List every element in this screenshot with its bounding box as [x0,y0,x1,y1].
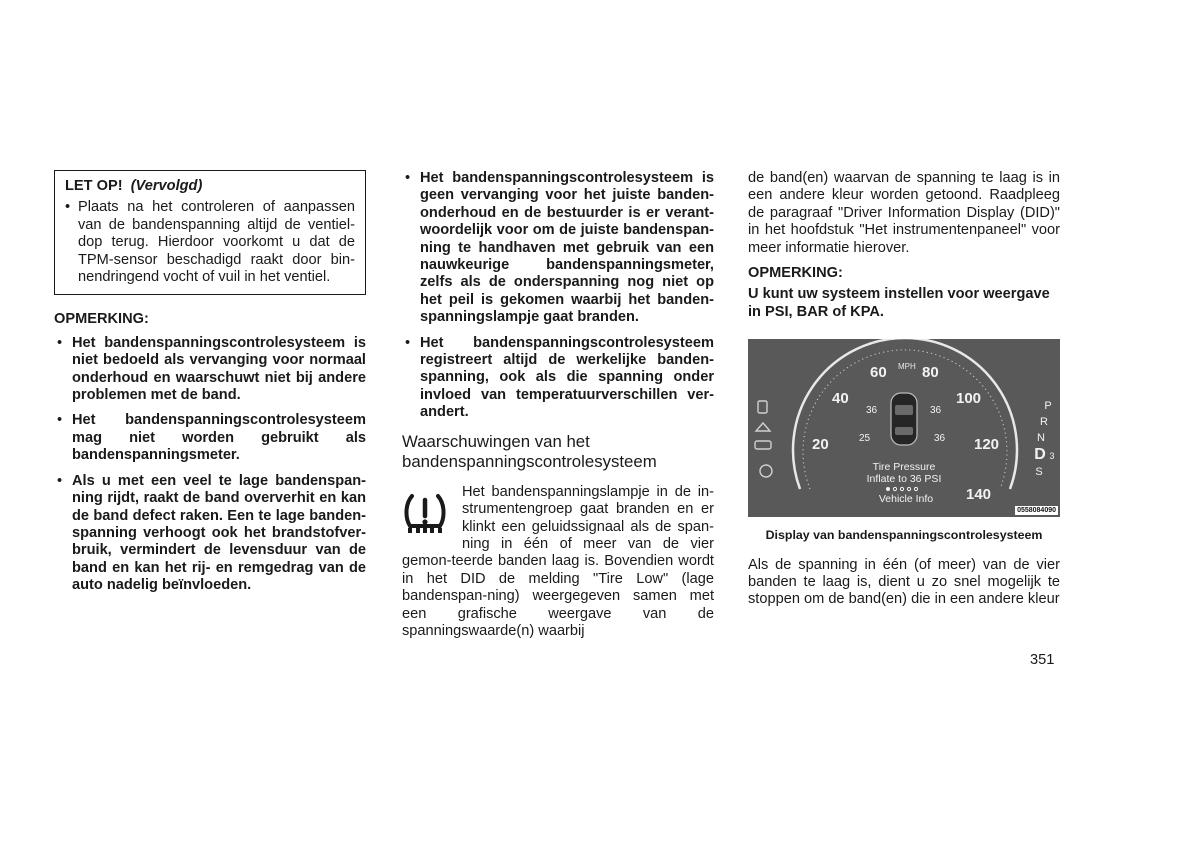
tire-pressure-rear-left: 25 [859,433,871,445]
figure-caption: Display van bandenspanningscontrolesysteem [765,528,1043,543]
warning-list [65,199,355,286]
note-heading: OPMERKING: [748,265,843,282]
gear-r: R [1040,416,1048,429]
page-indicator-dots [886,487,918,491]
warning-continued: (Vervolgd) [130,178,203,194]
tire-pressure-warning-icon [402,488,448,538]
warning-title: LET OP! [65,178,123,194]
speed-label: 40 [832,390,849,408]
speed-label: 100 [956,390,982,408]
cluster-graphic [748,339,1060,517]
column-middle [402,170,714,640]
tire-pressure-rear-right: 36 [934,433,946,445]
speed-label: 120 [974,436,1000,454]
gear-selector [1034,400,1054,478]
gear-s: S [1035,466,1043,479]
gear-p: P [1044,400,1052,413]
column-left [54,170,366,603]
list-item: • Als u met een veel te lage bandenspan-ning rijdt, raakt de band oververhit en kan de band defect raken. Een te lage banden-spanning verhoogt ook het brandstofver-bruik, vermindert de levensduur van de band en kan het rij- en remgedrag van de auto nadelig beïnvloeden. [54,473,366,595]
warning-heading [65,178,355,195]
note-units-text: U kunt uw systeem instellen voor weergave in PSI, BAR of KPA. [748,286,1050,320]
note-bullet-list-continued [402,170,714,422]
message-line-2: Inflate to 36 PSI [866,473,942,486]
message-line-3: Vehicle Info [878,493,934,506]
note-bullet-list [54,335,366,595]
paragraph-did: de band(en) waarvan de spanning te laag is in een andere kleur worden getoond. Raadpleeg de paragraaf "Driver Information Display (DID)" in het hoofdstuk "Het instrumentenpaneel" voor meer informatie hierover. [748,170,1060,256]
warning-box [54,170,366,295]
speed-label: 80 [922,364,939,382]
vehicle-top-view-icon [891,393,917,445]
gear-n: N [1037,432,1045,445]
figure-reference-code: 0558084090 [1017,507,1056,515]
message-line-1: Tire Pressure [872,461,936,474]
tire-pressure-front-left: 36 [866,405,878,417]
tire-pressure-front-right: 36 [930,405,942,417]
gear-d: D [1034,446,1046,464]
speed-unit: MPH [898,362,916,372]
speed-label: 60 [870,364,887,382]
list-item: • Het bandenspanningscontrolesysteem is geen vervanging voor het juiste banden-onderhoud en de bestuurder is er verant-woordelijk voor om de juiste bandenspan-ning te handhaven met gebruik van een nauwkeurige bandenspanningsmeter, zelfs als de onderspanning nog niet op het peil is gekomen waarbij het banden-spanningslampje gaat branden. [402,170,714,327]
list-item: • Het bandenspanningscontrolesysteem is niet bedoeld als vervanging voor normaal onderhoud en waarschuwt niet bij andere problemen met de band. [54,335,366,405]
left-indicator-icons [755,401,772,477]
note-heading: OPMERKING: [54,311,149,328]
warning-light-paragraph [402,484,714,641]
list-item: • Het bandenspanningscontrolesysteem mag niet worden gebruikt als bandenspanningsmeter. [54,412,366,464]
speed-label: 140 [966,486,992,504]
page-number: 351 [1030,652,1055,668]
warning-item: • Plaats na het controleren of aanpassen van de bandenspanning altijd de ventiel-dop terug. Hierdoor voorkomt u dat de TPM-sensor beschadigd raakt door bin-nendringend vocht of vuil in het ventiel. [65,199,355,286]
speed-label: 20 [812,436,829,454]
gear-d-sub: 3 [1049,451,1055,462]
paragraph-low-pressure: Als de spanning in één (of meer) van de vier banden te laag is, dient u zo snel mogelijk te stoppen om de band(en) die in een andere kleur [748,556,1060,608]
warning-light-text: Het bandenspanningslampje in de in-strumentengroep gaat branden en er klinkt een geluidssignaal als de span-ning in één of meer van de vier gemon-teerde banden laag is. Bovendien wordt in het DID de melding "Tire Low" (lage bandenspan-ning) weergegeven samen met een grafische weergave van de spanningswaarde(n) waarbij [402,483,714,639]
list-item: • Het bandenspanningscontrolesysteem registreert altijd de werkelijke banden-spanning, ook als die spanning onder invloed van temperatuurverschillen ver-andert. [402,335,714,422]
instrument-cluster-figure [748,339,1060,517]
column-right [748,170,1060,609]
section-title: Waarschuwingen van het bandenspanningscontrolesysteem [402,431,657,471]
